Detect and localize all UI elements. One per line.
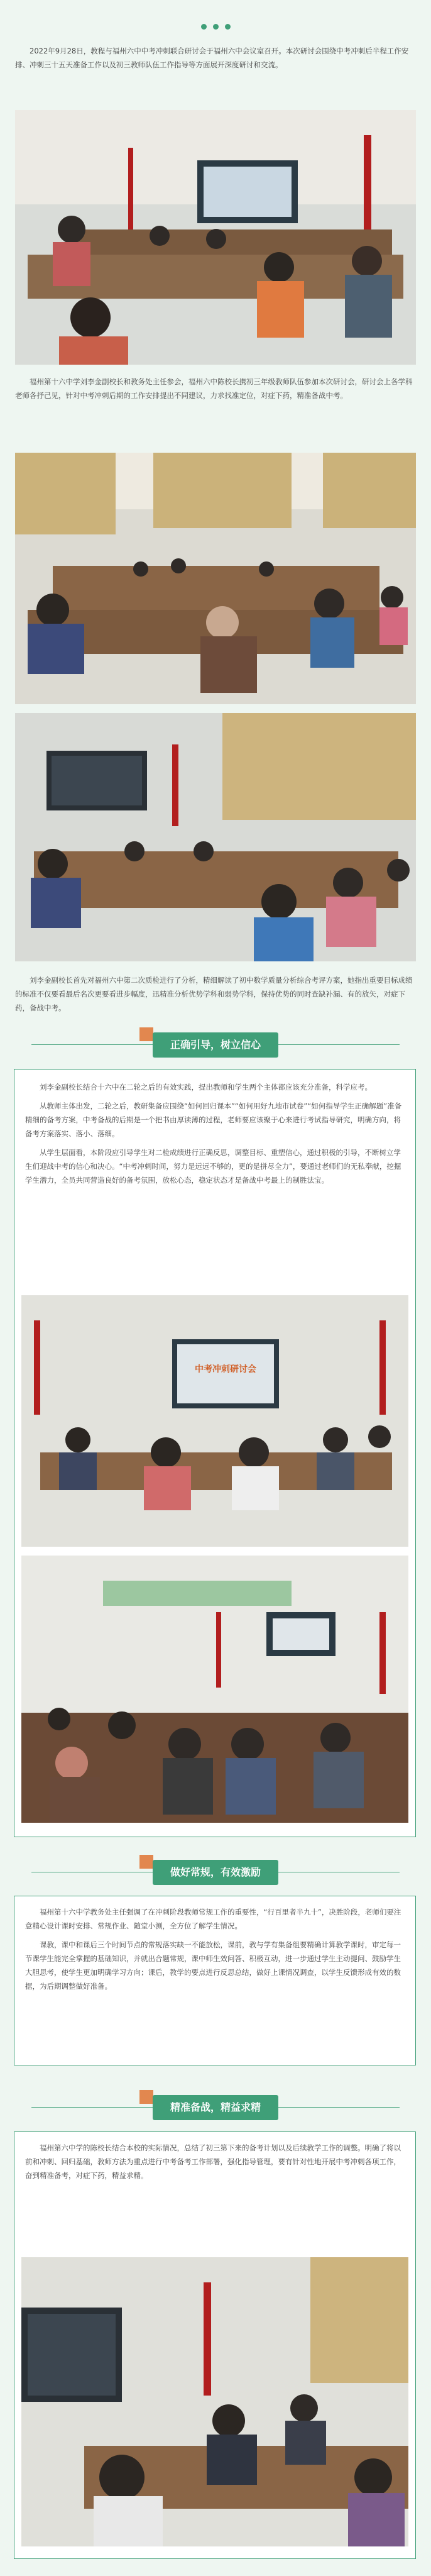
intro-text-2 [15, 375, 416, 407]
section1-paragraph-1: 刘李金副校长结合十六中在二轮之后的有效实践，提出教师和学生两个主体都应该充分准备，科学应考。 [40, 1083, 372, 1092]
banner-corner-icon [139, 1855, 153, 1869]
banner-corner-icon [139, 1027, 153, 1041]
section-banner-2 [0, 1854, 431, 1891]
section3-paragraph-1: 福州第六中学的陈校长结合本校的实际情况，总结了初三第下来的备考计划以及后续教学工作的调整。明确了将以前和冲刺、回归基础，教师方法为重点进行中考备考工作部署，强化指导管理，要有针对性地开展中考冲刺各项工作，奋到精准备考，对症下药，精益求精。 [25, 2143, 401, 2180]
meeting-photo-4 [21, 1295, 408, 1547]
section2-paragraph-2: 课教，课中和课后三个时间节点的常规落实缺一不能放松，课前，教与学有集备组要精确计算教学课时，审定每一节课学生能完全掌握的基础知识，并就出合题常规，课中师生效问答、积极互动，进一步通过学生主动提问、鼓励学生大胆思考，使学生更加明确学习方向；课后，教学的要点进行反思总结，做好上课情况调查，以学生反馈形成有效的数据，为后期调整做好准备。 [25, 1940, 401, 1991]
meeting-photo-2 [15, 453, 416, 704]
banner-corner-icon [139, 2090, 153, 2104]
section-banner-3 [0, 2089, 431, 2126]
section-title-2: 做好常规，有效激励 [153, 1860, 278, 1885]
header-dots [0, 0, 431, 31]
meeting-photo-5 [21, 1556, 408, 1823]
meeting-photo-3 [15, 713, 416, 961]
section1-paragraph-3: 从学生层面看，本阶段应引导学生对二检成绩进行正确反思，调整目标、重塑信心，通过积极的引导，不断树立学生们迎战中考的信心和决心。“中考冲刺时间，努力是远远不够的，更的是拼尽全力”，要通过老师们的无私奉献，挖掘学生潜力，全员共同营造良好的备考氛围，放松心态，稳定状态才是备战中考最上的制胜法宝。 [25, 1148, 401, 1185]
meeting-photo-1 [15, 110, 416, 365]
intro-paragraph-1: 2022年9月28日，教程与福州六中中考冲刺联合研讨会于福州六中会议室召开。本次研讨会围绕中考冲刺后半程工作安排、冲刺三十五天准备工作以及初三教师队伍工作指导等方面展开深度研讨和交流。 [15, 47, 409, 69]
section3-text [25, 2141, 406, 2187]
screen-label: 中考冲刺研讨会 [195, 1364, 256, 1374]
intro-paragraph-3: 刘李金副校长首先对福州六中第二次质检进行了分析，精细解读了初中数学质量分析综合考评方案，她指出重要目标成绩的标准不仅要看最后名次更要看进步幅度，迅精准分析优势学科和弱势学科，保持优势的同时查缺补漏、有的放矢，对症下药，备战中考。 [15, 976, 413, 1012]
section2-text [25, 1905, 406, 1998]
intro-text-3 [15, 973, 416, 1020]
section1-paragraph-2: 从教师主体出发，二轮之后，教研集备应围绕“如何回归课本”“如何用好九地市试卷”“如何指导学生正确解题”准备精细的备考方案，中考备战的后期是一个把书由厚读薄的过程，老师要应该聚于心来进行考试指导研究，明确方向，将备考方案落实、落小、落细。 [25, 1102, 402, 1138]
section2-paragraph-1: 福州第十六中学教务处主任强调了在冲刺阶段教师常规工作的重要性，“行百里者半九十”，决胜阶段，老师们要注意精心设计课时安排、常规作业、随堂小测，全方位了解学生情况。 [25, 1908, 401, 1930]
intro-paragraph-2: 福州第十六中学刘李金副校长和教务处主任参会，福州六中陈校长携初三年级教师队伍参加本次研讨会，研讨会上各学科老师各抒己见，针对中考冲刺后期的工作安排提出不同建议，力求找准定位，对症下药，精准备战中考。 [15, 377, 413, 400]
section-banner-1 [0, 1026, 431, 1064]
section1-text [25, 1080, 406, 1192]
section-title-1: 正确引导，树立信心 [153, 1032, 278, 1058]
section-title-3: 精准备战，精益求精 [153, 2095, 278, 2120]
intro-text-1 [15, 44, 416, 77]
meeting-photo-6 [21, 2257, 408, 2546]
